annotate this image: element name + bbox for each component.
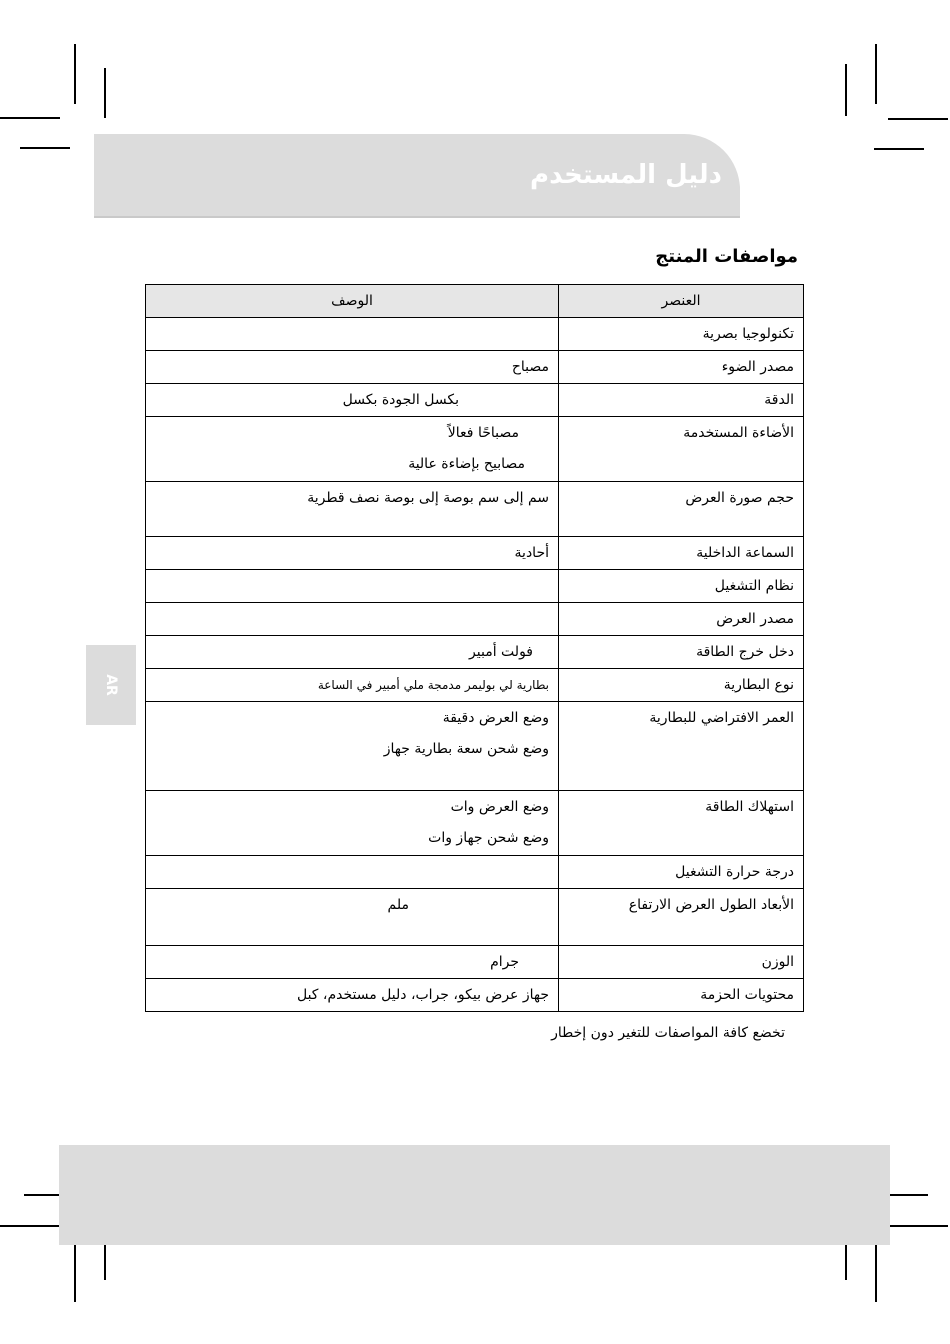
table-row bbox=[146, 603, 804, 636]
section-title: مواصفات المنتج bbox=[655, 246, 798, 267]
crop-mark bbox=[0, 117, 60, 119]
desc-cell bbox=[146, 570, 559, 603]
item-cell: الأضاءة المستخدمة bbox=[559, 417, 804, 482]
desc-line: سم إلى سم بوصة إلى بوصة نصف قطرية bbox=[307, 490, 549, 506]
item-cell: استهلاك الطاقة bbox=[559, 791, 804, 856]
desc-line: بطارية لي بوليمر مدمجة ملي أمبير في الساعة bbox=[317, 678, 549, 692]
desc-cell bbox=[146, 946, 559, 979]
desc-cell bbox=[146, 636, 559, 669]
item-cell: محتويات الحزمة bbox=[559, 979, 804, 1012]
table-row bbox=[146, 351, 804, 384]
desc-line: مصباح bbox=[511, 359, 549, 375]
desc-line: وضع شحن جهاز وات bbox=[428, 830, 549, 846]
item-cell: الوزن bbox=[559, 946, 804, 979]
table-row bbox=[146, 318, 804, 351]
desc-cell bbox=[146, 417, 559, 482]
item-cell: السماعة الداخلية bbox=[559, 537, 804, 570]
desc-line: جرام bbox=[490, 954, 519, 970]
desc-line: فولت أمبير bbox=[469, 644, 533, 660]
desc-cell bbox=[146, 384, 559, 417]
item-cell: حجم صورة العرض bbox=[559, 482, 804, 537]
desc-cell bbox=[146, 318, 559, 351]
item-cell: دخل خرج الطاقة bbox=[559, 636, 804, 669]
desc-line: مصابيح بإضاءة عالية bbox=[408, 456, 525, 472]
table-row bbox=[146, 482, 804, 537]
item-cell: نوع البطارية bbox=[559, 669, 804, 702]
desc-line: مصباحًا فعالاً bbox=[447, 425, 519, 441]
crop-mark bbox=[890, 1225, 948, 1227]
table-header-row bbox=[146, 285, 804, 318]
crop-mark bbox=[104, 68, 106, 118]
desc-line: جهاز عرض بيكو، جراب، دليل مستخدم، كبل bbox=[296, 987, 549, 1003]
table-row bbox=[146, 669, 804, 702]
item-cell: نظام التشغيل bbox=[559, 570, 804, 603]
table-row bbox=[146, 417, 804, 482]
desc-cell bbox=[146, 537, 559, 570]
crop-mark bbox=[845, 64, 847, 116]
table-row bbox=[146, 384, 804, 417]
item-cell: مصدر العرض bbox=[559, 603, 804, 636]
table-row bbox=[146, 636, 804, 669]
table-row bbox=[146, 702, 804, 791]
table-row bbox=[146, 791, 804, 856]
desc-cell bbox=[146, 603, 559, 636]
side-tab-label: AR bbox=[103, 674, 119, 696]
item-cell: الأبعاد الطول العرض الارتفاع bbox=[559, 889, 804, 946]
crop-mark bbox=[875, 44, 877, 104]
footer-band bbox=[59, 1145, 890, 1245]
crop-mark bbox=[888, 118, 948, 120]
desc-cell bbox=[146, 669, 559, 702]
desc-cell bbox=[146, 351, 559, 384]
crop-mark bbox=[74, 44, 76, 104]
item-cell: الدقة bbox=[559, 384, 804, 417]
table-row bbox=[146, 889, 804, 946]
item-cell: العمر الافتراضي للبطارية bbox=[559, 702, 804, 791]
desc-cell bbox=[146, 482, 559, 537]
item-cell: تكنولوجيا بصرية bbox=[559, 318, 804, 351]
crop-mark bbox=[0, 1225, 60, 1227]
desc-cell bbox=[146, 791, 559, 856]
desc-line: أحادية bbox=[514, 545, 549, 561]
page-header-title: دليل المستخدم bbox=[530, 160, 722, 190]
table-row bbox=[146, 856, 804, 889]
desc-cell bbox=[146, 979, 559, 1012]
item-cell: مصدر الضوء bbox=[559, 351, 804, 384]
item-cell: درجة حرارة التشغيل bbox=[559, 856, 804, 889]
desc-cell bbox=[146, 702, 559, 791]
desc-line: وضع العرض وات bbox=[450, 799, 549, 815]
desc-line: وضع شحن سعة بطارية جهاز bbox=[383, 741, 549, 757]
table-row bbox=[146, 979, 804, 1012]
desc-line: وضع العرض دقيقة bbox=[442, 710, 549, 726]
desc-line: بكسل الجودة بكسل bbox=[342, 392, 459, 408]
table-row bbox=[146, 570, 804, 603]
desc-cell bbox=[146, 889, 559, 946]
desc-cell bbox=[146, 856, 559, 889]
crop-mark bbox=[874, 148, 924, 150]
header-band bbox=[94, 134, 740, 216]
desc-line: ملم bbox=[387, 897, 409, 913]
crop-mark bbox=[20, 147, 70, 149]
header-description: الوصف bbox=[146, 285, 559, 318]
spec-table bbox=[145, 284, 804, 1012]
header-item: العنصر bbox=[559, 285, 804, 318]
table-row bbox=[146, 946, 804, 979]
footnote: تخضع كافة المواصفات للتغير دون إخطار bbox=[551, 1025, 785, 1041]
table-row bbox=[146, 537, 804, 570]
language-side-tab bbox=[86, 645, 136, 725]
